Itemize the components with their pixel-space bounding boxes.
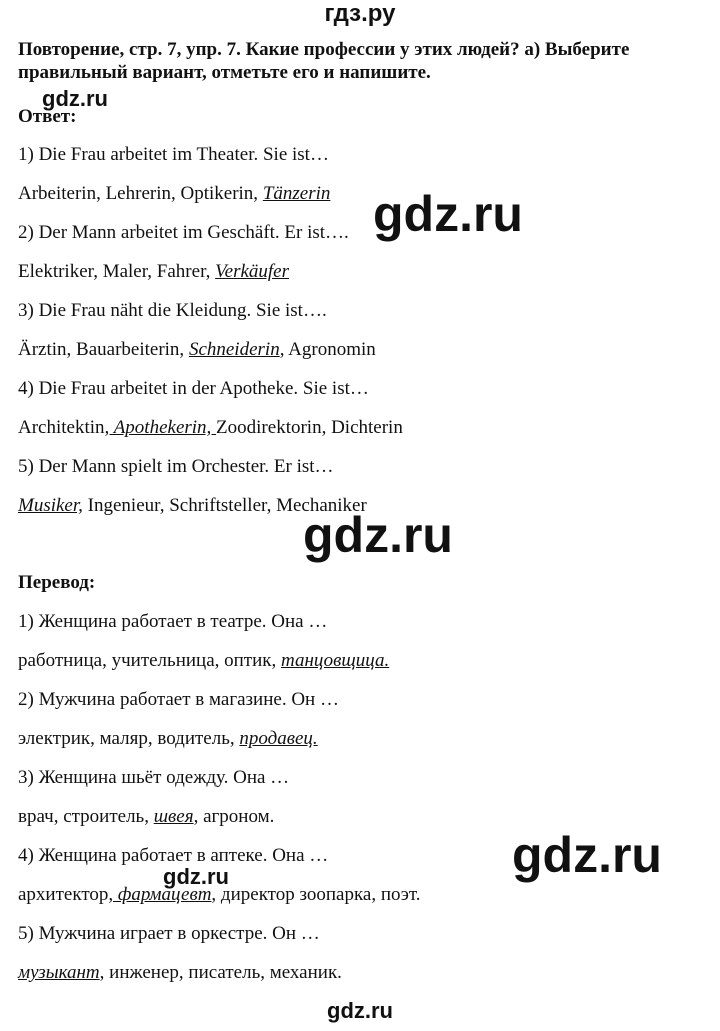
- correct-answer: Musiker,: [18, 495, 83, 516]
- answer-question-2: 2) Der Mann arbeitet im Geschäft. Er ist….: [18, 222, 349, 243]
- correct-answer: , Apothekerin,: [104, 417, 217, 438]
- watermark-big-1: gdz.ru: [373, 186, 523, 242]
- watermark-small-top: gdz.ru: [42, 86, 108, 111]
- options-text: , директор зоопарка, поэт.: [211, 884, 421, 905]
- answer-options-2: [18, 261, 289, 283]
- options-text: электрик, маляр, водитель,: [18, 728, 240, 749]
- correct-answer: швея: [153, 806, 194, 827]
- answer-question-3: 3) Die Frau näht die Kleidung. Sie ist….: [18, 300, 327, 321]
- title-line-1: Повторение, стр. 7, упр. 7. Какие профессии у этих людей? а) Выберите: [18, 39, 630, 60]
- options-text: архитектор: [18, 884, 109, 905]
- translation-options-3: [18, 806, 274, 828]
- watermark-big-2: gdz.ru: [303, 507, 453, 563]
- translation-question-4: 4) Женщина работает в аптеке. Она …: [18, 845, 329, 866]
- options-text: Arbeiterin, Lehrerin, Optikerin,: [18, 183, 263, 204]
- answer-options-3: [18, 339, 376, 361]
- options-text: , инженер, писатель, механик.: [99, 962, 342, 983]
- answer-question-5: 5) Der Mann spielt im Orchester. Er ist…: [18, 456, 334, 477]
- footer-watermark: gdz.ru: [327, 998, 393, 1023]
- options-text: , Agronomin: [279, 339, 376, 360]
- options-text: Elektriker, Maler, Fahrer,: [18, 261, 216, 282]
- answer-heading: Ответ:: [18, 106, 77, 127]
- correct-answer: , фармацевт: [108, 884, 212, 905]
- options-text: Ärztin, Bauarbeiterin,: [18, 339, 189, 360]
- translation-question-1: 1) Женщина работает в театре. Она …: [18, 611, 328, 632]
- watermark-small-mid: gdz.ru: [163, 864, 229, 889]
- correct-answer: продавец.: [239, 728, 318, 749]
- translation-options-1: [18, 650, 389, 672]
- answer-options-4: [18, 417, 403, 439]
- translation-question-2: 2) Мужчина работает в магазине. Он …: [18, 689, 339, 710]
- options-text: Architektin: [18, 417, 105, 438]
- translation-question-3: 3) Женщина шьёт одежду. Она …: [18, 767, 290, 788]
- title-line-2: правильный вариант, отметьте его и напишите.: [18, 62, 431, 83]
- answer-question-4: 4) Die Frau arbeitet in der Apotheke. Sie ist…: [18, 378, 369, 399]
- correct-answer: Schneiderin: [188, 339, 280, 360]
- options-text: врач, строитель,: [18, 806, 154, 827]
- options-text: Zoodirektorin, Dichterin: [216, 417, 403, 438]
- translation-options-2: [18, 728, 318, 750]
- correct-answer: Tänzerin: [262, 183, 331, 204]
- answer-question-1: 1) Die Frau arbeitet im Theater. Sie ist…: [18, 144, 329, 165]
- translation-question-5: 5) Мужчина играет в оркестре. Он …: [18, 923, 320, 944]
- correct-answer: танцовщица.: [281, 650, 390, 671]
- correct-answer: Verkäufer: [215, 261, 290, 282]
- options-text: работница, учительница, оптик,: [18, 650, 282, 671]
- header-watermark: гдз.ру: [324, 0, 396, 27]
- exercise-title: [18, 38, 718, 84]
- options-text: Ingenieur, Schriftsteller, Mechaniker: [82, 495, 367, 516]
- watermark-big-3: gdz.ru: [512, 827, 662, 883]
- answer-options-1: [18, 183, 330, 205]
- correct-answer: музыкант: [18, 962, 100, 983]
- translation-options-5: [18, 962, 342, 984]
- options-text: , агроном.: [193, 806, 275, 827]
- translation-heading: Перевод:: [18, 572, 96, 593]
